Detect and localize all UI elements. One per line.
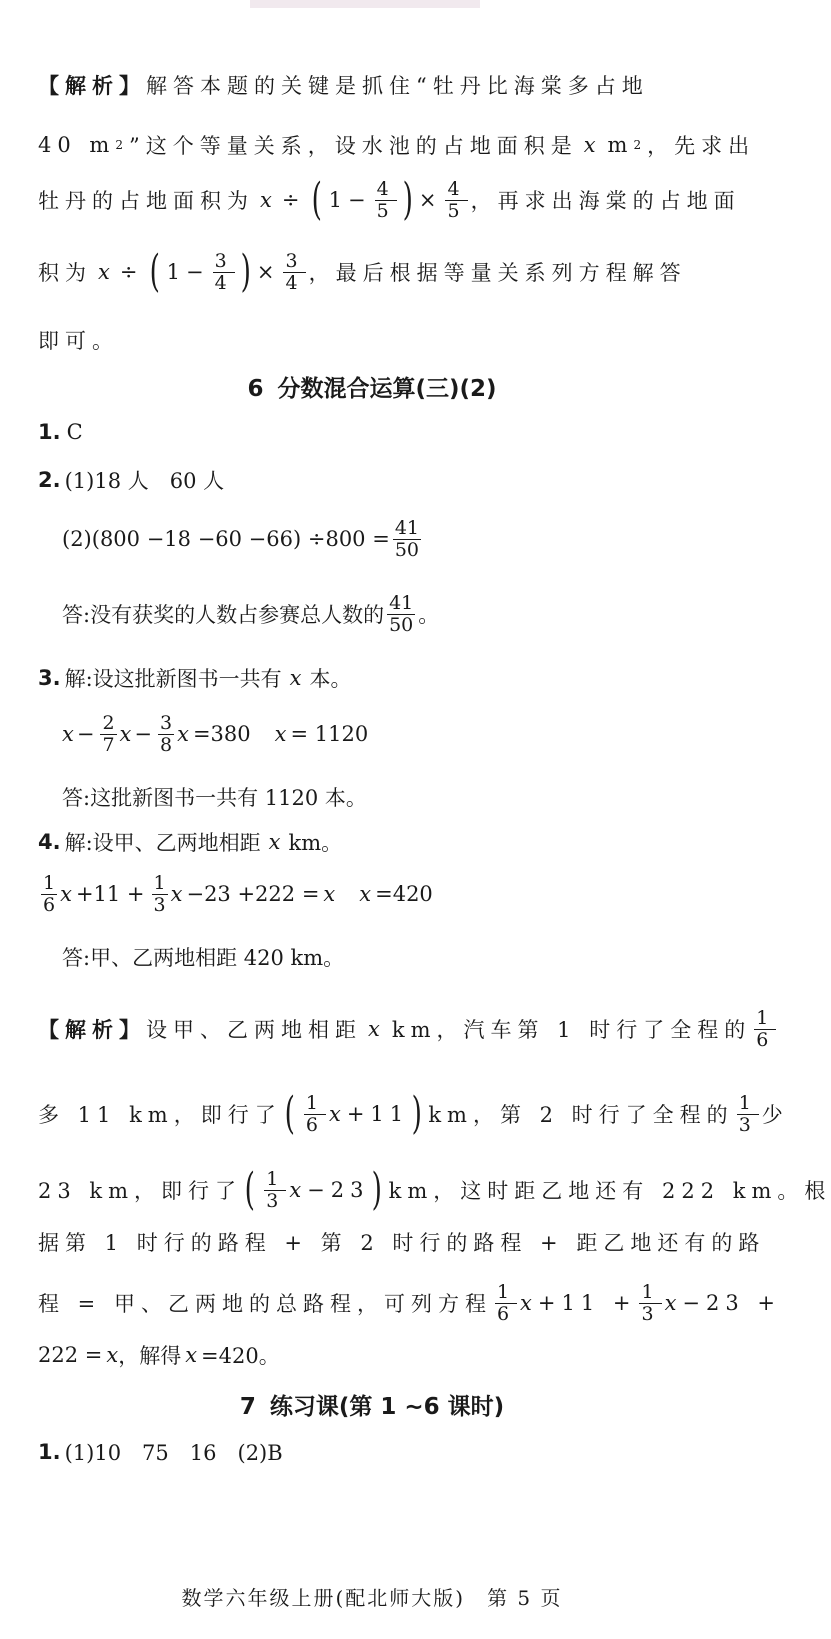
text: −23 xyxy=(307,1178,370,1202)
numerator: 4 xyxy=(447,177,466,200)
text: − xyxy=(76,722,95,747)
text: 解:设这批新图书一共有 xyxy=(64,667,282,691)
text: 23 km，即行了 xyxy=(38,1179,243,1203)
numerator: 1 xyxy=(43,872,56,894)
denominator: 50 xyxy=(389,613,414,636)
text: ，先求出 xyxy=(647,134,756,158)
analysis1-line1 xyxy=(38,70,684,100)
solution: = 1120 xyxy=(290,722,369,747)
text: km，这时距乙地还有 222 km。根 xyxy=(388,1179,831,1203)
numerator: 1 xyxy=(153,872,166,894)
var-x: x xyxy=(170,882,183,907)
text: km，汽车第 1 时行了全程的 xyxy=(391,1018,752,1043)
text: −23 +222 = xyxy=(186,882,320,907)
answer: (1)18 人 60 人 xyxy=(64,469,225,493)
analysis2-line1 xyxy=(38,1007,775,1051)
numerator: 1 xyxy=(266,1167,285,1190)
text: × xyxy=(418,188,443,212)
var-x: x xyxy=(328,1102,347,1126)
text: −23 + xyxy=(682,1291,782,1316)
var-x: x xyxy=(119,722,132,747)
numerator: 1 xyxy=(738,1091,757,1114)
answer: C xyxy=(66,420,83,444)
paren-right: ) xyxy=(372,1164,387,1215)
numerator: 1 xyxy=(305,1091,324,1114)
text: +11 + xyxy=(537,1291,637,1316)
answer: (1)10 75 16 (2)B xyxy=(64,1441,283,1465)
fraction-1-6 xyxy=(304,1093,326,1136)
q4-equation xyxy=(38,873,684,916)
var-x: x xyxy=(268,830,281,854)
var-x: x xyxy=(583,133,602,157)
section-title: 练习课(第 1 ~6 课时) xyxy=(269,1394,505,1420)
numerator: 1 xyxy=(641,1281,660,1303)
fraction-41-50 xyxy=(393,518,421,561)
var-x: x xyxy=(359,882,372,907)
text: 222 = xyxy=(38,1343,103,1367)
fraction-1-3 xyxy=(264,1169,286,1212)
var-x: x xyxy=(177,722,189,747)
var-x: x xyxy=(289,1178,308,1202)
text: 程 = 甲、乙两地的总路程，可列方程 xyxy=(38,1292,492,1317)
numerator: 1 xyxy=(756,1007,775,1029)
var-x: x xyxy=(274,722,287,747)
answer-text: 答:甲、乙两地相距 420 km。 xyxy=(62,946,345,970)
text: 40 m xyxy=(38,133,116,157)
superscript: 2 xyxy=(633,138,648,152)
denominator: 3 xyxy=(641,1302,660,1325)
section-title: 分数混合运算(三)(2) xyxy=(277,376,497,402)
var-x: x xyxy=(106,1343,119,1367)
text: ，最后根据等量关系列方程解答 xyxy=(308,261,687,285)
question-number: 4. xyxy=(38,830,61,854)
text: 1 xyxy=(328,188,348,212)
text: 据第 1 时行的路程 + 第 2 时行的路程 + 距乙地还有的路 xyxy=(38,1231,766,1255)
var-x: x xyxy=(62,722,74,747)
section-number: 6 xyxy=(247,376,264,402)
q2-part1 xyxy=(38,465,684,495)
text: − xyxy=(186,260,210,284)
analysis2-line6 xyxy=(38,1340,684,1370)
q2-part2 xyxy=(62,518,684,561)
paren-left: ( xyxy=(150,246,164,297)
analysis2-line4 xyxy=(38,1227,766,1257)
paren-right: ) xyxy=(411,1088,426,1139)
section-7-title xyxy=(0,1388,744,1421)
q3-equation xyxy=(62,713,684,756)
denominator: 6 xyxy=(756,1028,775,1051)
fraction-4-5 xyxy=(445,179,467,222)
text: km。 xyxy=(288,831,343,855)
text: m xyxy=(607,133,634,157)
analysis-tag: 【解析】 xyxy=(38,1018,146,1043)
analysis1-line4 xyxy=(38,246,687,297)
var-x: x xyxy=(60,882,72,907)
text: 少 xyxy=(761,1103,789,1127)
text: km，第 2 时行了全程的 xyxy=(428,1103,734,1127)
answer-text: 答:没有获奖的人数占参赛总人数的 xyxy=(62,603,385,628)
page-footer: 数学六年级上册(配北师大版) 第 5 页 xyxy=(181,1586,563,1610)
numerator: 1 xyxy=(496,1281,516,1303)
text: − xyxy=(348,188,372,212)
text: 即可。 xyxy=(38,329,119,353)
var-x: x xyxy=(520,1291,538,1316)
fraction-2-7 xyxy=(100,713,116,756)
analysis2-line5 xyxy=(38,1281,782,1325)
denominator: 4 xyxy=(214,271,233,294)
question-number: 3. xyxy=(38,666,61,690)
text: +11 xyxy=(346,1102,410,1126)
denominator: 5 xyxy=(447,199,466,222)
text: 积为 xyxy=(38,261,92,285)
denominator: 6 xyxy=(305,1113,324,1136)
analysis2-line2 xyxy=(38,1088,789,1139)
solution: =420 xyxy=(375,882,433,907)
text: × xyxy=(256,260,281,284)
fraction-3-8 xyxy=(158,713,174,756)
text: 解:设甲、乙两地相距 xyxy=(64,831,261,855)
analysis-tag: 【解析】 xyxy=(38,74,146,98)
text: ÷ xyxy=(281,188,306,212)
text: 解答本题的关键是抓住“牡丹比海棠多占地 xyxy=(146,74,649,98)
fraction-1-6 xyxy=(41,873,57,916)
numerator: 3 xyxy=(160,712,173,734)
text: 1 xyxy=(166,260,186,284)
q4-answer xyxy=(62,942,684,972)
q4-setup xyxy=(38,827,684,857)
text: =420。 xyxy=(201,1344,280,1368)
denominator: 7 xyxy=(102,733,115,756)
q3-setup xyxy=(38,663,684,693)
var-x: x xyxy=(289,666,302,690)
equation: (2)(800 −18 −60 −66) ÷800 = xyxy=(62,527,390,552)
denominator: 6 xyxy=(43,893,56,916)
fraction-1-3 xyxy=(639,1282,661,1325)
superscript: 2 xyxy=(115,138,129,152)
numerator: 41 xyxy=(394,517,420,539)
denominator: 8 xyxy=(160,733,173,756)
text: 设甲、乙两地相距 xyxy=(146,1018,362,1043)
analysis1-line3 xyxy=(38,174,741,225)
numerator: 41 xyxy=(389,592,414,614)
text: 多 11 km，即行了 xyxy=(38,1103,282,1127)
text: ，再求出海棠的占地面 xyxy=(470,189,741,213)
text: =380 xyxy=(192,722,251,747)
var-x: x xyxy=(260,188,278,212)
q2-answer xyxy=(62,593,684,636)
numerator: 3 xyxy=(214,249,233,272)
answer-text: 答:这批新图书一共有 1120 本。 xyxy=(62,786,367,810)
text: ，解得 xyxy=(118,1344,182,1368)
q7-1 xyxy=(38,1437,684,1467)
analysis1-line5 xyxy=(38,325,684,355)
text: 。 xyxy=(418,603,440,628)
fraction-1-6 xyxy=(495,1282,517,1325)
denominator: 5 xyxy=(376,199,395,222)
q3-answer xyxy=(62,782,684,812)
question-number: 1. xyxy=(38,1440,61,1464)
analysis2-line3 xyxy=(38,1164,831,1215)
section-6-title xyxy=(0,370,744,403)
text: ”这个等量关系，设水池的占地面积是 xyxy=(128,134,578,158)
fraction-1-3 xyxy=(152,873,168,916)
text: 牡丹的占地面积为 xyxy=(38,189,254,213)
text: − xyxy=(134,722,152,747)
numerator: 3 xyxy=(285,249,304,272)
fraction-41-50 xyxy=(387,593,415,636)
var-x: x xyxy=(323,882,336,907)
fraction-3-4 xyxy=(283,251,305,294)
var-x: x xyxy=(185,1343,198,1367)
denominator: 4 xyxy=(285,271,304,294)
paren-right: ) xyxy=(240,246,255,297)
denominator: 3 xyxy=(266,1189,285,1212)
fraction-1-6 xyxy=(754,1008,776,1051)
question-number: 1. xyxy=(38,420,61,444)
var-x: x xyxy=(664,1291,683,1316)
text: +11 + xyxy=(75,882,145,907)
denominator: 50 xyxy=(394,538,420,561)
question-number: 2. xyxy=(38,468,61,492)
denominator: 3 xyxy=(738,1113,757,1136)
paren-left: ( xyxy=(312,174,326,225)
top-edge-mark xyxy=(250,0,480,8)
paren-right: ) xyxy=(402,174,417,225)
analysis1-line2 xyxy=(38,130,756,160)
var-x: x xyxy=(98,260,116,284)
q1 xyxy=(38,420,684,444)
paren-left: ( xyxy=(244,1164,259,1215)
denominator: 6 xyxy=(496,1302,516,1325)
text: ÷ xyxy=(119,260,144,284)
denominator: 3 xyxy=(153,893,166,916)
fraction-1-3 xyxy=(737,1093,759,1136)
text: 本。 xyxy=(309,667,352,691)
paren-left: ( xyxy=(284,1088,299,1139)
numerator: 4 xyxy=(376,177,395,200)
numerator: 2 xyxy=(102,712,115,734)
var-x: x xyxy=(368,1017,386,1042)
fraction-4-5 xyxy=(375,179,397,222)
section-number: 7 xyxy=(239,1394,256,1420)
fraction-3-4 xyxy=(213,251,235,294)
